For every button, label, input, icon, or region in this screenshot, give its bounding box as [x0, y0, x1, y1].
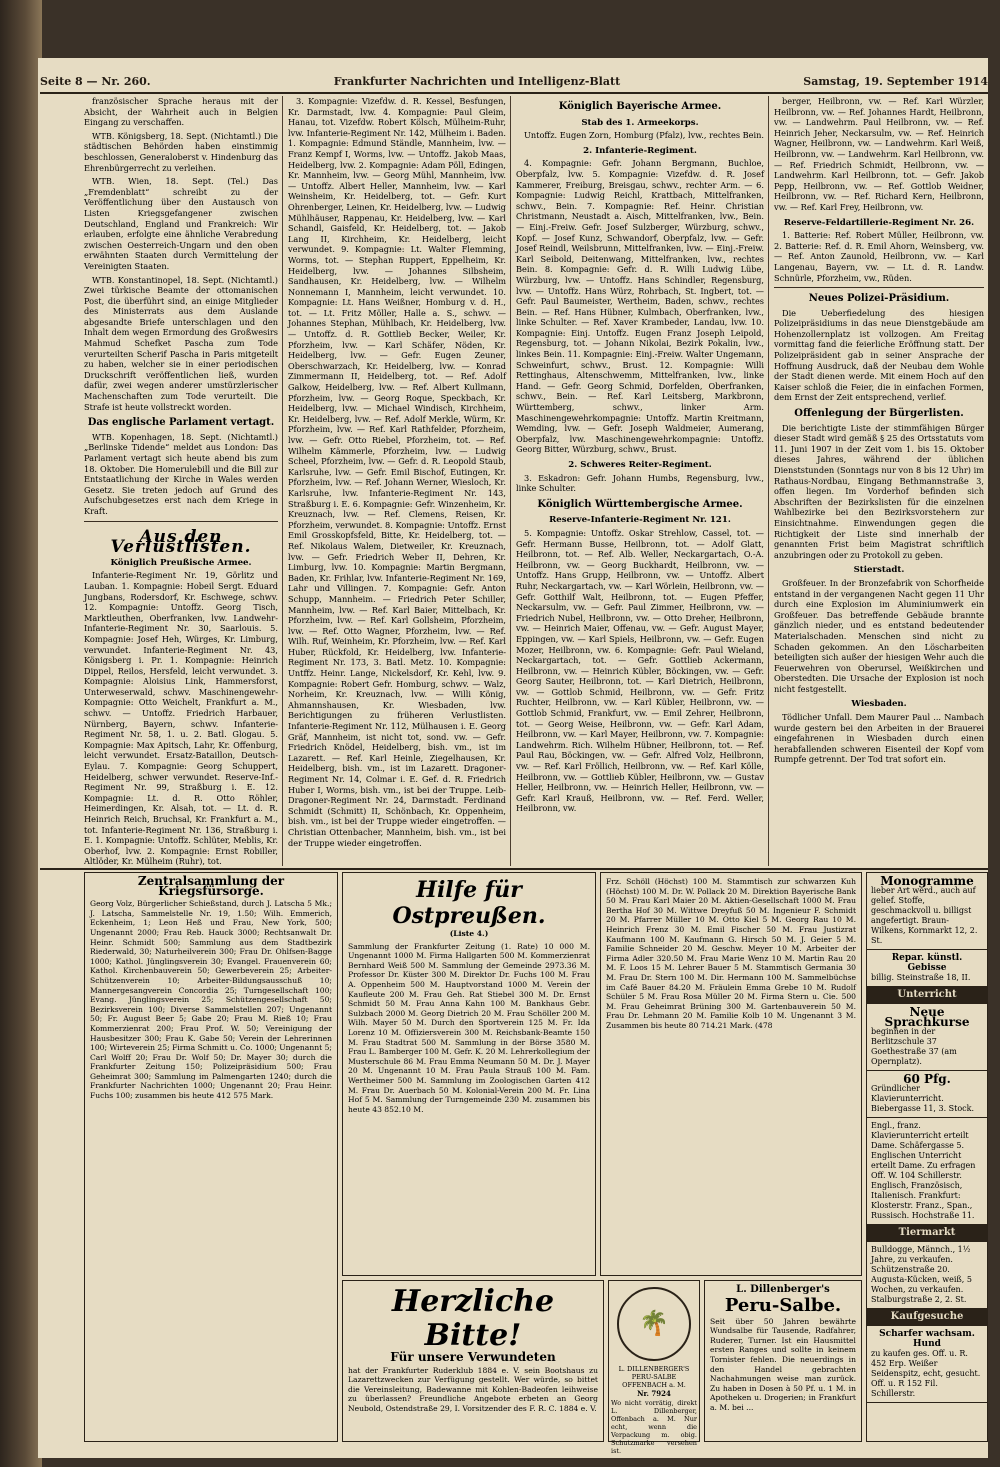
column-4 — [774, 96, 984, 866]
peru-salbe-ad — [704, 1280, 862, 1442]
classified-ad — [867, 1071, 987, 1118]
classified-ad — [867, 1242, 987, 1309]
classified-ad — [867, 1326, 987, 1403]
classified-title: Monogramme — [880, 874, 974, 888]
column-2 — [288, 96, 506, 866]
appeal-title: Herzliche Bitte! — [391, 1284, 555, 1353]
classified-text: Bulldogge, Männch., 1½ Jahre, zu verkaufen. Schützenstraße 20. Augusta-Kücken, weiß, 5 Wochen, zu verkaufen. Stalburgstraße 2, 2. St. — [871, 1245, 972, 1304]
column-rule — [282, 96, 283, 866]
article-paragraph: Großfeuer. In der Bronzefabrik von Schorfheide entstand in der vergangenen Nacht gegen 11 Uhr durch eine Explosion im Aluminiumwerk ein Großfeuer. Das betreffende Gebäude brannte gänzlich nieder, und es entstand bedeutender Materialschaden. Menschen sind nicht zu Schaden gekommen. An den Löscharbeiten beteiligten sich außer der hiesigen Wehr auch die Feuerwehren von Oberursel, Weißkirchen und Oberstedten. Die Ursache der Explosion ist noch nicht festgestellt. — [774, 577, 984, 694]
classified-text: billig. Steinstraße 18, II. — [871, 973, 971, 982]
unit-heading: Stab des 1. Armeekorps. — [581, 117, 699, 128]
advertisement-section — [40, 868, 988, 870]
donation-list-ostpreussen — [342, 872, 596, 1276]
article-paragraph: Die Ueberfiedelung des hiesigen Polizeipräsidiums in das neue Dienstgebäude am Hohenzollernplatz ist vollzogen. Am Freitag vormittag fand die feierliche Eröffnung statt. Der Polizeipräsident gab in seiner Ansprache der Hoffnung Ausdruck, daß der Neubau dem Wohle der Stadt dienen werde. Mit einem Hoch auf den Kaiser schloß die Feier, die in einfachen Formen, dem Ernst der Zeit entsprechend, verlief. — [774, 307, 984, 403]
casualty-list: 4. Kompagnie: Gefr. Johann Bergmann, Buchloe, Oberpfalz, lvw. 5. Kompagnie: Vizefdw. d. R. Josef Kammerer, Freiburg, Breisgau, schwv., rechter Arm. — 6. Kompagnie: Ludwig Reichl, Krattbach, Mittelfranken, schwv., Bein. 7. Kompagnie: Ref. Heinr. Christian Christmann, Neustadt a. Aisch, Mittelfranken, lvw., Bein. — Einj.-Freiw. Gefr. Josef Sulzberger, Würzburg, schwv., Kopf. — Josef Kunz, Schwandorf, Oberpfalz, lvw. — Gefr. Josef Reindl, Weilsbrunn, Mittelfranken, lvw. — Einj.-Freiw. Karl Seibold, Deitenwang, Mittelfranken, lvw., rechtes Bein. 8. Kompagnie: Gefr. d. R. Willi Ludwig Lübe, Würzburg, lvw. — Untoffz. Hans Schindler, Regensburg, lvw. — Untoffz. Hans Würz, Rohrbach, St. Ingbert, tot. — Gefr. Paul Baumeister, Wertheim, Baden, schwv., rechtes Bein. — Ref. Hans Hübner, Kulmbach, Oberfranken, lvw., linke Schulter. — Ref. Xaver Krambeder, Landau, lvw. 10. Kompagnie: Einj. Untoffz. Eugen Franz Joseph Leipold, Regensburg, tot. — Johann Nikolai, Bezirk Pokalin, lvw., linkes Bein. 11. Kompagnie: Einj.-Freiw. Walter Ungemann, Schweinfurt, schwv., Brust. 12. Kompagnie: Willi Rettinghaus, Altenschwemm, Mittelfranken, lvw., linke Hand. — Gefr. Georg Schmid, Dorfelden, Oberfranken, schwv., Bein. — Ref. Karl Leitsberg, Markbronn, Württemberg, schwv., linker Arm. Maschinengewehrkompagnie: Untoffz. Martin Kreitmann, Wemding, lvw. — Gefr. Joseph Waldmeier, Aumerang, Oberpfalz, lvw. Maschinengewehrkompagnie: Untoffz. Georg Bitter, Würzburg, schwv., Brust. — [516, 158, 764, 455]
masthead: Frankfurter Nachrichten und Intelligenz-Blatt — [333, 74, 621, 88]
divider — [84, 521, 278, 522]
casualty-list: berger, Heilbronn, vw. — Ref. Karl Würzler, Heilbronn, vw. — Ref. Johannes Hardt, Heilbronn, vw. — Landwehrm. Paul Heilbronn, vw. — Ref. Heinrich Jeher, Neckarsulm, vw. — Ref. Heinrich Wagner, Heilbronn, vw. — Landwehrm. Karl Weiß, Heilbronn, vw. — Landwehrm. Karl Heilbronn, vw. — Ref. Friedrich Schmidt, Heilbronn, vw. — Landwehrm. Karl Heilbronn, tot. — Gefr. Jakob Pepp, Heilbronn, vw. — Ref. Gottlob Weidner, Heilbronn, vw. — Ref. Richard Kern, Heilbronn, vw. — Ref. Karl Frey, Heilbronn, vw. — [774, 96, 984, 212]
classified-text: beginnen in der Berlitzschule 37 Goethestraße 37 (am Opernplatz). — [871, 1027, 957, 1066]
classified-section-header — [867, 1309, 987, 1326]
article-headline: Offenlegung der Bürgerlisten. — [794, 408, 964, 420]
casualty-list: 5. Kompagnie: Untoffz. Oskar Strehlow, Cassel, tot. — Gefr. Hermann Busse, Heilbronn, tot. — Adolf Glatt, Heilbronn, tot. — Ref. Alb. Weller, Neckargartach, O.-A. Heilbronn, vw. — Georg Buckhardt, Heilbronn, vw. — Untoffz. Hans Grupp, Heilbronn, vw. — Untoffz. Albert Ruhr, Neckargartach, vw. — Karl Wörlein, Heilbronn, vw. — Gefr. Gotthilf Walt, Heilbronn, tot. — Eugen Pfeffer, Neckarsulm, vw. — Gefr. Paul Zimmer, Heilbronn, vw. — Friedrich Nubel, Heilbronn, vw. — Otto Dreher, Heilbronn, vw. — Heinrich Maier, Offenau, vw. — Gefr. August Mayer, Eppingen, vw. — Karl Spiels, Heilbronn, vw. — Gefr. Eugen Mozer, Heilbronn, vw. 6. Kompagnie: Gefr. Paul Wieland, Neckargartach, tot. — Gefr. Gottlieb Ackermann, Heilbronn, vw. — Heinrich Kübler, Böckingen, vw. — Gefr. Georg Sauter, Heilbronn, tot. — Karl Dietrich, Heilbronn, vw. — Gottlob Schmid, Heilbronn, vw. — Gefr. Fritz Ruchter, Heilbronn, vw. — Karl Kübler, Heilbronn, vw. — Gottlob Schmid, Frankfurt, vw. — Emil Zehrer, Heilbronn, tot. — Georg Weise, Heilbronn, vw. — Gefr. Karl Adam, Heilbronn, vw. — Karl Mayer, Heilbronn, vw. 7. Kompagnie: Landwehrm. Rich. Wilhelm Hübner, Heilbronn, tot. — Ref. Paul Rau, Böckingen, vw. — Gefr. Alfred Volz, Heilbronn, vw. — Ref. Karl Fröllich, Heilbronn, vw. — Ref. Karl Kölle, Heilbronn, vw. — Gottlieb Kübler, Heilbronn, vw. — Gustav Heller, Heilbronn, vw. — Heinrich Heller, Heilbronn, vw. — Gefr. Karl Krauß, Heilbronn, vw. — Ref. Ferd. Weller, Heilbronn, vw. — [516, 527, 764, 814]
casualty-list: Untoffz. Eugen Zorn, Homburg (Pfalz), lvw., rechtes Bein. — [524, 130, 765, 141]
casualty-list: 3. Kompagnie: Vizefdw. d. R. Kessel, Besfungen, Kr. Darmstadt, lvw. 4. Kompagnie: Paul Gleim, Hanau, tot. Vizefdw. Robert Kölsch, Mülheim-Ruhr, lvw. Infanterie-Regiment Nr. 142, Mülheim i. Baden. 1. Kompagnie: Edmund Ständle, Mannheim, lvw. — Franz Kempf I, Worms, lvw. — Untoffz. Jakob Maas, Heidelberg, lvw. 2. Kompagnie: Adam Pöll, Edingen, Kr. Mannheim, lvw. — Georg Mühl, Mannheim, lvw. — Untoffz. Albert Heller, Mannheim, lvw. — Karl Weinsheim, Kr. Heidelberg, tot. — Gefr. Kurt Ohrenberger, Leinen, Kr. Heidelberg, lvw. — Ludwig Mühlhäuser, Rappenau, Kr. Heidelberg, lvw. — Karl Schandl, Gaisfeld, Kr. Heidelberg, tot. — Jakob Lang II, Kirchheim, Kr. Heidelberg, leicht verwundet. 9. Kompagnie: Lt. Walter Flemming, Worms, tot. — Stephan Ruppert, Eppelheim, Kr. Heidelberg, lvw. — Johannes Silbsheim, Sandhausen, Kr. Heidelberg, lvw. — Wilhelm Nonnemann I, Mannheim, leicht verwundet. 10. Kompagnie: Lt. Hans Weißner, Homburg v. d. H., tot. — Lt. Fritz Möller, Halle a. S., schwv. — Johannes Stephan, Mühlbach, Kr. Heidelberg, lvw. — Untoffz. d. R. Gottlieb Becker, Weiler, Kr. Pforzheim, lvw. — Karl Schäfer, Nöden, Kr. Heidelberg, lvw. — Gefr. Eugen Zeuner, Oberschwarzach, Kr. Heidelberg, lvw. — Konrad Zimmermann II, Heidelberg, tot. — Ref. Adolf Galkow, Heidelberg, lvw. — Ref. Albert Kullmann, Pforzheim, lvw. — Georg Roque, Speckbach, Kr. Heidelberg, lvw. — Michael Windisch, Kirchheim, Kr. Heidelberg, lvw. — Ref. Adolf Merkle, Würm, Kr. Pforzheim, lvw. — Ref. Karl Rathfelder, Pforzheim, lvw. — Gefr. Otto Riebel, Pforzheim, tot. — Ref. Wilhelm Kämmerle, Pforzheim, lvw. — Ludwig Scheel, Pforzheim, lvw. — Gefr. d. R. Leopold Staub, Karlsruhe, lvw. — Gefr. Emil Bischof, Eutingen, Kr. Pforzheim, lvw. — Ref. Johann Werner, Wiesloch, Kr. Karlsruhe, lvw. Infanterie-Regiment Nr. 143, Straßburg i. E. 6. Kompagnie: Gefr. Winzenheim, Kr. Kreuznach, lvw. — Ref. Clemens, Reisen, Kr. Pforzheim, verwundet. 8. Kompagnie: Untoffz. Ernst Emil Grosskopfsfeld, Bitte, Kr. Heidelberg, tot. — Ref. Nikolaus Walem, Dietweiler, Kr. Kreuznach, lvw. — Gefr. Friedrich Weber II, Dehren, Kr. Limburg, lvw. 10. Kompagnie: Martin Bergmann, Baden, Kr. Frihlar, lvw. Infanterie-Regiment Nr. 169, Lahr und Villingen. 7. Kompagnie: Gefr. Anton Schupp, Mannheim. — Friedrich Peter Schiller, Mannheim, lvw. — Ref. Karl Baier, Mittelbach, Kr. Pforzheim, lvw. — Ref. Karl Gollsheim, Pforzheim, lvw. — Ref. Otto Wagner, Pforzheim, lvw. — Ref. Wilh. Ruf, Weinheim, Kr. Pforzheim, lvw. — Ref. Karl Huber, Rückfold, Kr. Heidelberg, lvw. Infanterie-Regiment Nr. 173, 3. Batl. Metz. 10. Kompagnie: Untffz. Heinr. Lange, Nickelsdorf, Kr. Kehl, lvw. 9. Kompagnie: Robert Gefr. Homburg, schwv. — Walz, Norheim, Kr. Kreuznach, lvw. — Willi König, Ahmannshausen, Kr. Wiesbaden, lvw. Berichtigungen zu früheren Verlustlisten. Infanterie-Regiment Nr. 112, Mülhausen i. E. Georg Gräf, Mannheim, ist nicht tot, sond. vw. — Gefr. Friedrich Knödel, Heidelberg, bish. vm., ist im Lazarett. — Ref. Karl Heinle, Ziegelhausen, Kr. Heidelberg, bish. vm., ist im Lazarett. Dragoner-Regiment Nr. 14, Colmar i. E. Gef. d. R. Friedrich Huber I, Worms, bish. vm., ist bei der Truppe. Leib-Dragoner-Regiment Nr. 24, Darmstadt. Ferdinand Schmidt (Schmitt) II, Schönbach, Kr. Oppenheim, bish. vm., ist bei der Truppe wieder eingetroffen. — Christian Ottenbacher, Mannheim, bish. vm., ist bei der Truppe wieder eingetroffen. — [288, 96, 507, 848]
column-rule — [510, 96, 511, 866]
classified-text: Gründlicher Klavierunterricht. Biebergasse 11, 3. Stock. — [871, 1084, 975, 1113]
article-paragraph: WTB. Wien, 18. Sept. (Tel.) Das „Fremdenblatt“ schreibt zu der Veröffentlichung über den Austausch von Listen Kriegsgefangener zwischen Deutschland, England und Frankreich: Wir erlauben, erfolgte eine ähnliche Verabredung zwischen Oesterreich-Ungarn und den oben erwähnten Staaten durch Vermittelung der Vereinigten Staaten. — [84, 176, 278, 271]
ad-product: Peru-Salbe. — [724, 1294, 842, 1316]
ad-brand: L. Dillenberger's — [736, 1284, 830, 1295]
article-headline: Neues Polizei-Präsidium. — [808, 293, 950, 305]
classified-title: Tiermarkt — [898, 1227, 956, 1238]
article-paragraph: Die berichtigte Liste der stimmfähigen Bürger dieser Stadt wird gemäß § 25 des Ortsstatuts vom 11. Juni 1907 in der Zeit vom 1. bis 15. Oktober dieses Jahres, während der üblichen Dienststunden (Sonntags nur von 8 bis 12 Uhr) im Rathaus-Nordbau, Eingang Bethmannstraße 3, offen liegen. Im Vorderhof befinden sich Abschriften der Bezirkslisten für die einzelnen Wahlbezirke bei den Bezirksvorstehern zur Einsichtnahme. Einwendungen gegen die Richtigkeit der Liste sind innerhalb der genannten Frist beim Magistrat schriftlich anzubringen oder zu Protokoll zu geben. — [774, 422, 984, 560]
classified-title: Kaufgesuche — [890, 1311, 964, 1322]
casualty-list: Infanterie-Regiment Nr. 19, Görlitz und Lauban. 1. Kompagnie: Hobeil Sergt. Eduard Jungbans, Rodersdorf, Kr. Eschwege, schwv. 12. Kompagnie: Untoffz. Georg Tisch, Marktleuthen, Oberfranken, lvw. Landwehr-Infanterie-Regiment Nr. 30, Saarlouis. 5. Kompagnie: Josef Heh, Würges, Kr. Limburg, verwundet. Infanterie-Regiment Nr. 43, Königsberg i. Pr. 1. Kompagnie: Heinrich Dippel, Reilos, Hersfeld, leicht verwundet. 3. Kompagnie: Aloisius Link, Hammersforst, Unterweserwald, schwv. Maschinengewehr-Kompagnie: Otto Weichelt, Frankfurt a. M., schwv. — Untoffz. Friedrich Harbauer, Nürnberg, Bayern, schwv. Infanterie-Regiment Nr. 58, 1. u. 2. Batl. Glogau. 5. Kompagnie: Max Apitsch, Lahr, Kr. Offenburg, leicht verwundet. Ersatz-Bataillon, Deutsch-Eylau. 7. Kompagnie: Georg Schuppert, Heidelberg, schwer verwundet. Reserve-Inf.-Regiment Nr. 99, Straßburg i. E. 12. Kompagnie: Lt. d. R. Otto Röhler, Heimerdingen, Kr. Alsah, tot. — Lt. d. R. Heinrich Reich, Bruchsal, Kr. Frankfurt a. M., tot. Infanterie-Regiment Nr. 136, Straßburg i. E. 1. Kompagnie: Untoffz. Schlüter, Meblis, Kr. Oberhof, lvw. 2. Kompagnie: Ernst Robiller, Altlöder, Kr. Mülheim (Ruhr), tot. — [84, 570, 278, 867]
classified-title: Neue Sprachkurse — [884, 1005, 970, 1029]
article-paragraph: WTB. Kopenhagen, 18. Sept. (Nichtamtl.) „Berlinske Tidende“ meldet aus London: Das Parlament vertagt sich heute abend bis zum 18. Oktober. Die Homerulebill und die Bill zur Entstaatlichung der Kirche in Wales werden Gesetz. Sie treten jedoch auf Grund des Aufschubgesetzes erst nach dem Kriege in Kraft. — [84, 431, 278, 516]
unit-heading: 2. Schweres Reiter-Regiment. — [568, 460, 712, 470]
column-1 — [84, 96, 278, 866]
donation-list-continued — [600, 872, 862, 1276]
locality-heading: Stierstadt. — [853, 565, 905, 576]
donation-list-kriegsfuersorge — [84, 872, 338, 1442]
notice-subtitle: (Liste 4.) — [449, 929, 489, 938]
issue-date: Samstag, 19. September 1914 — [803, 74, 988, 88]
classified-title: Repar. künstl. Gebisse — [891, 953, 963, 973]
subsection-headline: Königlich Württembergische Armee. — [537, 498, 743, 510]
seal-footer: Wo nicht vorrätig, direkt L. Dillenberger, Offenbach a. M. Nur echt, wenn die Verpackung m. obig. Schutzmarke versehen ist. — [611, 1398, 697, 1455]
classified-title: Scharfer wachsam. Hund — [879, 1329, 975, 1349]
column-3 — [516, 96, 764, 866]
classified-text: Engl., franz. Klavierunterricht erteilt Dame. Schäfergasse 5. Englischen Unterricht erteilt Dame. Zu erfragen Off. W. 104 Schillerstr. Englisch, Französisch, Italienisch. Frankfurt: Klosterstr. Franz., Span., Russisch. Hochstraße 11. — [871, 1121, 976, 1220]
palm-tree-seal-icon: 🌴 — [617, 1287, 691, 1361]
page-number: Seite 8 — Nr. 260. — [40, 74, 151, 88]
appeal-subtitle: Für unsere Verwundeten — [390, 1350, 556, 1364]
unit-heading: Reserve-Feldartillerie-Regiment Nr. 26. — [783, 217, 975, 228]
classified-ad — [867, 1118, 987, 1225]
casualty-list: 3. Eskadron: Gefr. Johann Humbs, Regensburg, lvw., linke Schulter. — [516, 472, 764, 494]
classified-title: 60 Pfg. — [903, 1072, 951, 1086]
subsection-headline: Königlich Preußische Armee. — [110, 557, 252, 568]
unit-heading: Reserve-Infanterie-Regiment Nr. 121. — [549, 515, 731, 526]
page-header — [40, 70, 988, 94]
column-rule — [768, 96, 769, 866]
book-spine — [0, 0, 42, 1467]
classified-section-header — [867, 1225, 987, 1242]
article-paragraph: französischer Sprache heraus mit der Absicht, der Wahrheit auch in Belgien Eingang zu verschaffen. — [84, 96, 278, 128]
classified-section-header — [867, 987, 987, 1004]
article-paragraph: Tödlicher Unfall. Dem Maurer Paul ... Nambach wurde gestern bei den Arbeiten in der Brauerei eingefahrenen in Wiesbaden durch einen herabfallenden schweren Eisenteil der Kopf vom Rumpfe getrennt. Der Tod trat sofort ein. — [774, 712, 984, 765]
notice-title: Hilfe für Ostpreußen. — [392, 877, 546, 929]
seal-text: L. DILLENBERGER'S PERU-SALBE OFFENBACH a. M. — [618, 1365, 690, 1389]
classified-title: Unterricht — [897, 989, 957, 1000]
seal-number: Nr. 7924 — [637, 1389, 671, 1398]
article-paragraph: WTB. Königsberg, 18. Sept. (Nichtamtl.) Die städtischen Behörden haben einstimmig beschlossen, Generaloberst v. Hindenburg das Ehrenbürgerrecht zu verleihen. — [84, 130, 278, 173]
trademark-seal-ad — [608, 1280, 700, 1455]
section-headline: Aus den Verlustlisten. — [110, 526, 252, 558]
notice-text: Frz. Schöll (Höchst) 100 M. Stammtisch zur schwarzen Kuh (Höchst) 100 M. Dr. W. Pollack 20 M. Direktion Bayerische Bank 50 M. Frau Karl Maier 20 M. Aktien-Gesellschaft 1000 M. Frau Bertha Hof 30 M. Wittwe Dreyfuß 50 M. Ingenieur F. Schmidt 20 M. Pfarrer Müller 10 M. Otto Kiel 5 M. Georg Rau 10 M. Heinrich Frenz 30 M. Emil Fischer 50 M. Frau Justizrat Kaufmann 100 M. Kaufmann G. Hirsch 50 M. J. Geier 5 M. Familie Schneider 20 M. Geschw. Meyer 10 M. Arbeiter der Firma Adler 320.50 M. Frau Marie Wenz 10 M. Martin Rau 20 M. F. Loos 15 M. Lehrer Bauer 5 M. Stammtisch Germania 30 M. Frau Dr. Stern 100 M. Dir. Hermann 100 M. Sammelbüchse im Café Bauer 84.20 M. Fräulein Emma Grebe 10 M. Rudolf Schüler 5 M. Frau Rosa Müller 20 M. Firma Stern u. Cie. 500 M. Frau Geheimrat Brüning 300 M. Gartenbauverein 50 M. Frau Dr. Lehmann 20 M. Familie Kolb 10 M. Ungenannt 3 M. Zusammen bis heute 80 714.21 Mark. (478 — [606, 877, 856, 1030]
appeal-text: hat der Frankfurter Ruderklub 1884 e. V. sein Bootshaus zu Lazarettzwecken zur Verfügung gestellt. Wer würde, so bittet die Vereinsleitung, Badewanne mit Kohlen-Badeofen leihweise zu überlassen? Freundliche Angebote erbeten an Georg Neubold, Ostendstraße 29, I. Vorsitzender des F. R. C. 1884 e. V. — [348, 1365, 598, 1413]
article-paragraph: WTB. Konstantinopel, 18. Sept. (Nichtamtl.) Zwei türkische Beamte der ottomanischen Post, die überführt sind, an einige Mitglieder des Ministerrats aus dem Auslande abgesandte Briefe unterschlagen und den Inhalt dem wegen Ermordung des Großwesirs Mahmud Schefket Pascha zum Tode verurteilten Scherif Pascha in Paris mitgeteilt zu haben, welcher sie in einer periodischen Druckschrift veröffentlichen ließ, wurden dafür, zwei wegen anderer umstürzlerischer Machenschaften zum Tode verurteilt. Die Strafe ist heute vollstreckt worden. — [84, 274, 278, 412]
classified-ad — [867, 950, 987, 987]
classified-ad — [867, 873, 987, 950]
subsection-headline: Königlich Bayerische Armee. — [558, 101, 722, 112]
casualty-list: 1. Batterie: Ref. Robert Müller, Heilbronn, vw. 2. Batterie: Ref. d. R. Emil Ahorn, Weinsberg, vw. — Ref. Anton Zaunold, Heilbronn, vw. — Karl Langenau, Bayern, vw. — Lt. d. R. Landw. Schnürle, Pforzheim, vw., Rüden. — [774, 230, 984, 283]
classified-column — [866, 872, 988, 1442]
ad-text: Seit über 50 Jahren bewährte Wundsalbe für Tausende, Radfahrer, Ruderer, Turner. Ist ein Hausmittel ersten Ranges und sollte in keinem Tornister fehlen. Die neuerdings in den Handel gebrachten Nachahmungen weise man zurück. Zu haben in Dosen à 50 Pf. u. 1 M. in Apotheken u. Drogerien; in Frankfurt a. M. bei ... — [710, 1316, 856, 1412]
article-headline: Das englische Parlament vertagt. — [87, 417, 275, 429]
classified-text: lieber Art werd., auch auf gelief. Stoffe, geschmackvoll u. billigst angefertigt. Braun-Wilkens, Kornmarkt 12, 2. St. — [871, 886, 978, 945]
appeal-ad — [342, 1280, 604, 1442]
unit-heading: 2. Infanterie-Regiment. — [583, 145, 697, 156]
classified-ad — [867, 1004, 987, 1071]
notice-text: Georg Volz, Bürgerlicher Schießstand, durch J. Latscha 5 Mk.; J. Latscha, Sammelstelle Nr. 19, 1.50; Wilh. Emmerich, Eckenheim, 1; Leon Heß und Frau, New York, 500; Ungenannt 2000; Frau Reb. Hauck 3000; Rechtsanwalt Dr. Heinr. Schmidt 500; Sammlung aus dem Stadtbezirk Riederwald, 30; Naturheilverein 300; Frau Dr. Ohlfsen-Bagge 1000; Kathol. Jünglingsverein 30; Evangel. Frauenverein 60; Kathol. Kirchenbauverein 50; Gewerbeverein 25; Arbeiter-Schützenverein 10; Arbeiter-Bildungsausschuß 10; Mannergesangverein Concordia 25; Turngesellschaft 100; Evang. Jünglingsverein 25; Schützengesellschaft 50; Bezirksverein 100; Diverse Sammelstellen 207; Ungenannt 50; Fr. August Beer 5; Gabe 20; Frau M. Rieß 10; Frau Kommerzienrat 200; Frau Prof. W. 50; Vereinigung der Hausbesitzer 300; Frau K. Gabe 50; Verein der Lehrerinnen 100; Wirteverein 25; Firma Schmitt u. Co. 1000; Ungenannt 5; Carl Wolff 20; Frau Dr. Wolf 50; Dr. Mayer 30; durch die Frankfurter Zeitung 150; Polizeipräsidium 500; Frau Geheimrat 300; Sammlung im Palmengarten 1240; durch die Frankfurter Nachrichten 1000; Ungenannt 20; Frau Heinr. Fuchs 100; zusammen bis heute 412 575 Mark. — [90, 899, 332, 1101]
classified-text: zu kaufen ges. Off. u. R. 452 Erp. Weißer Seidenspitz, echt, gesucht. Off. u. R 152 Fil. Schillerstr. — [871, 1349, 981, 1398]
notice-title: Zentralsammlung der Kriegsfürsorge. — [137, 874, 285, 898]
locality-heading: Wiesbaden. — [851, 699, 907, 710]
divider — [774, 287, 984, 288]
notice-text: Sammlung der Frankfurter Zeitung (1. Rate) 10 000 M. Ungenannt 1000 M. Firma Hallgarten 500 M. Kommerzienrat Bernhard Weiß 500 M. Sammlung der Gemeinde 2973.36 M. Professor Dr. Küster 300 M. Direktor Dr. Fuchs 100 M. Frau A. Oppenheim 500 M. Hauptvorstand 1000 M. Verein der Kaufleute 200 M. Frau Geh. Rat Stiebel 300 M. Dr. Ernst Schmidt 50 M. Frau Anna Kahn 100 M. Bankhaus Gebr. Sulzbach 2000 M. Georg Dietrich 20 M. Frau Schöller 200 M. Wilh. Mayer 50 M. Durch den Sportverein 125 M. Fr. Ida Lorenz 10 M. Offiziersverein 300 M. Reichsbank-Beamte 150 M. Frau Stadtrat 500 M. Sammlung in der Börse 3580 M. Frau L. Bamberger 100 M. Gefr. K. 20 M. Lehrerkollegium der Musterschule 86 M. Frau Emma Neumann 50 M. Dr. J. Mayer 20 M. Ungenannt 10 M. Frau Paula Strauß 100 M. Fam. Wertheimer 500 M. Sammlung im Zoologischen Garten 412 M. Frau Dr. Auerbach 50 M. Kolonial-Verein 200 M. Fr. Lina Hof 5 M. Sammlung der Turngemeinde 230 M. zusammen bis heute 43 852.10 M. — [348, 941, 590, 1114]
